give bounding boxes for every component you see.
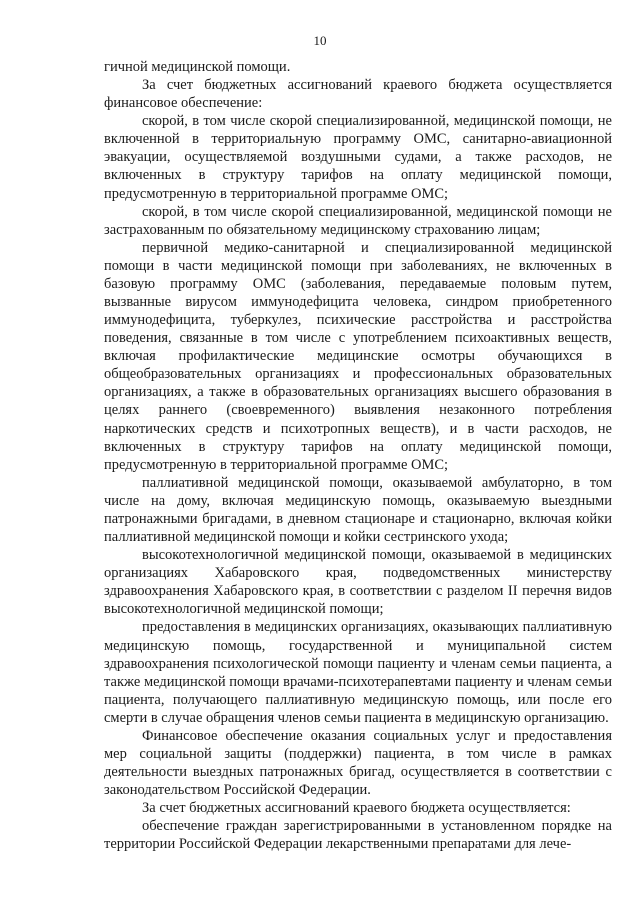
paragraph-continuation: гичной медицинской помощи.: [104, 59, 291, 75]
page-number: 10: [313, 33, 327, 48]
paragraph-emergency-care: скорой, в том числе скорой специализированной, медицинской помощи, не включенной в территориальную программу ОМС, санитарно-авиационной эвакуации, осуществляемой воздушными судами, а также расходов, не включенных в структуру тарифов на оплату медицинской помощи, предусмотренную в территориальной программе ОМС;: [104, 113, 612, 202]
paragraph-psychological-help: предоставления в медицинских организациях, оказывающих паллиативную медицинскую помощь, государственной и муниципальной систем здравоохранения психологической помощи пациенту и членам семьи пациента, а также медицинской помощи врачами-психотерапевтами пациенту и членам семьи пациента, получающего паллиативную медицинскую помощь, или после его смерти в случае обращения членов семьи пациента в медицинскую организацию.: [104, 619, 612, 726]
document-body: [104, 58, 612, 853]
paragraph-social-services: Финансовое обеспечение оказания социальных услуг и предоставления мер социальной защиты (поддержки) пациента, в том числе в рамках деятельности выездных патронажных бригад, осуществляется в соответствии с законодательством Российской Федерации.: [104, 727, 612, 799]
paragraph-high-tech-care: высокотехнологичной медицинской помощи, оказываемой в медицинских организациях Хабаровского края, подведомственных министерству здравоохранения Хабаровского края, в соответствии с разделом II перечня видов высокотехнологичной медицинской помощи;: [104, 547, 612, 618]
paragraph-palliative-care: паллиативной медицинской помощи, оказываемой амбулаторно, в том числе на дому, включая медицинскую помощь, оказываемую выездными патронажными бригадами, в дневном стационаре и стационарно, включая койки паллиативной медицинской помощи и койки сестринского ухода;: [104, 474, 612, 546]
paragraph-drug-provision: обеспечение граждан зарегистрированными в установленном порядке на территории Российской Федерации лекарственными препаратами для лече-: [104, 818, 612, 853]
paragraph-emergency-uninsured: скорой, в том числе скорой специализированной, медицинской помощи не застрахованным по обязательному медицинскому страхованию лицам;: [104, 203, 612, 238]
paragraph-primary-care: первичной медико-санитарной и специализированной медицинской помощи в части медицинской помощи при заболеваниях, не включенных в базовую программу ОМС (заболевания, передаваемые половым путем, вызванные вирусом иммунодефицита человека, синдром приобретенного иммунодефицита, туберкулез, психические расстройства и расстройства поведения, связанные в том числе с употреблением психоактивных веществ, включая профилактические медицинские осмотры обучающихся в общеобразовательных организациях и профессиональных образовательных организациях, а также в образовательных организациях высшего образования в целях раннего (своевременного) выявления незаконного потребления наркотических средств и психотропных веществ), и в части расходов, не включенных в структуру тарифов на оплату медицинской помощи, предусмотренную в территориальной программе ОМС;: [104, 239, 612, 473]
paragraph-funding-intro: За счет бюджетных ассигнований краевого бюджета осуществляется финансовое обеспечение:: [104, 77, 612, 112]
paragraph-budget-intro: За счет бюджетных ассигнований краевого бюджета осуществляется:: [142, 800, 571, 817]
